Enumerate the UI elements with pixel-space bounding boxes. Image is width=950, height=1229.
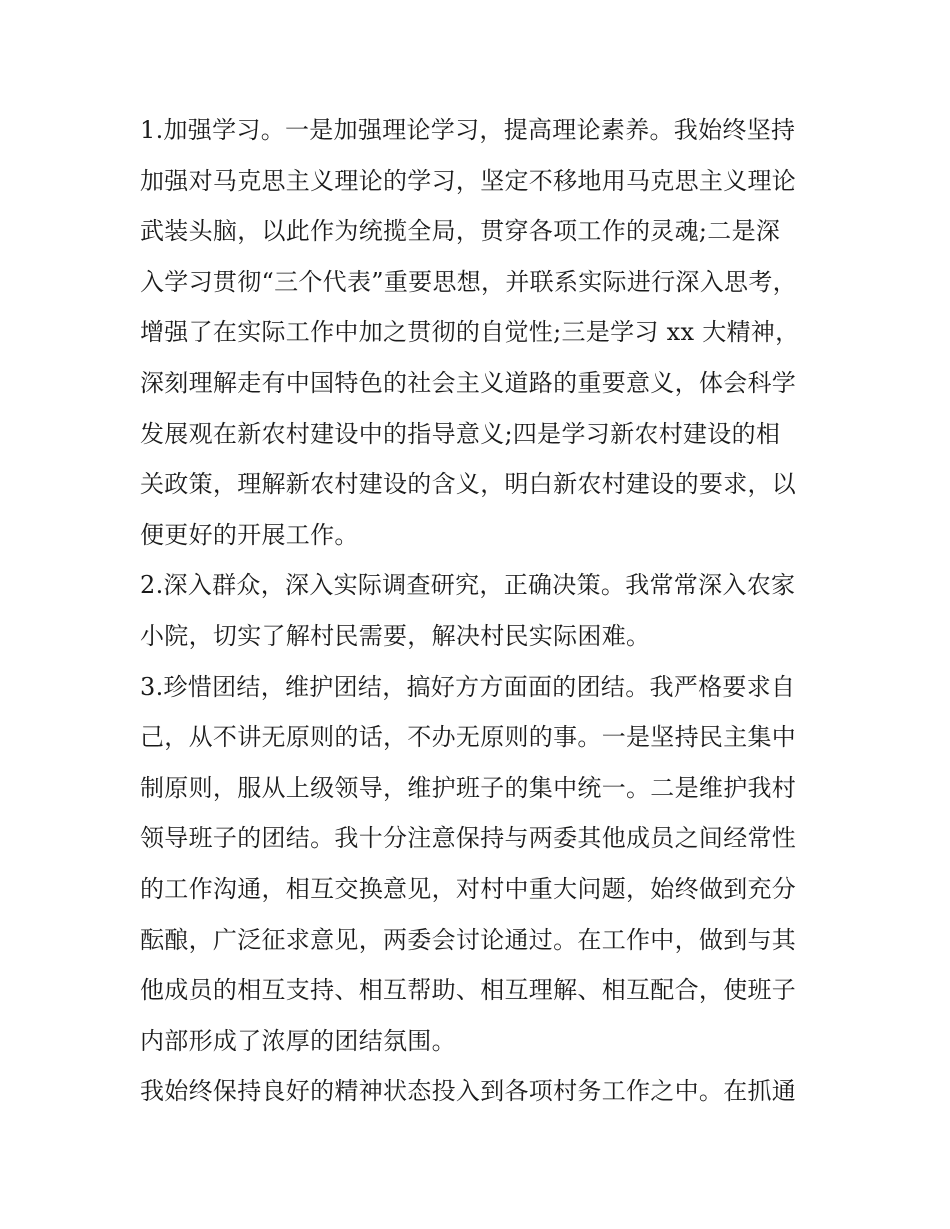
text-line: 深刻理解走有中国特色的社会主义道路的重要意义，体会科学	[140, 368, 797, 397]
text-line: 2.深入群众，深入实际调查研究，正确决策。我常常深入农家	[140, 571, 796, 600]
text-line: 酝酿，广泛征求意见，两委会讨论通过。在工作中，做到与其	[140, 925, 797, 954]
text-line: 小院，切实了解村民需要，解决村民实际困难。	[140, 621, 651, 650]
text-line: 己，从不讲无原则的话，不办无原则的事。一是坚持民主集中	[140, 723, 797, 752]
text-line: 增强了在实际工作中加之贯彻的自觉性;三是学习 xx 大精神，	[140, 318, 800, 347]
text-line: 领导班子的团结。我十分注意保持与两委其他成员之间经常性	[140, 824, 797, 853]
text-line: 的工作沟通，相互交换意见，对村中重大问题，始终做到充分	[140, 874, 797, 903]
text-line: 便更好的开展工作。	[140, 520, 359, 549]
text-line: 关政策，理解新农村建设的含义，明白新农村建设的要求，以	[140, 470, 797, 499]
text-line: 他成员的相互支持、相互帮助、相互理解、相互配合，使班子	[140, 976, 797, 1005]
text-line: 加强对马克思主义理论的学习，坚定不移地用马克思主义理论	[140, 166, 797, 195]
text-line: 制原则，服从上级领导，维护班子的集中统一。二是维护我村	[140, 773, 797, 802]
text-line: 发展观在新农村建设中的指导意义;四是学习新农村建设的相	[140, 419, 781, 448]
text-line: 我始终保持良好的精神状态投入到各项村务工作之中。在抓通	[140, 1077, 797, 1106]
text-line: 内部形成了浓厚的团结氛围。	[140, 1026, 456, 1055]
text-line: 1.加强学习。一是加强理论学习，提高理论素养。我始终坚持	[140, 116, 796, 144]
document-body	[140, 105, 820, 1117]
text-line: 3.珍惜团结，维护团结，搞好方方面面的团结。我严格要求自	[140, 672, 796, 701]
text-line: 入学习贯彻“三个代表”重要思想，并联系实际进行深入思考，	[140, 267, 797, 296]
text-line: 武装头脑，以此作为统揽全局，贯穿各项工作的灵魂;二是深	[140, 217, 781, 246]
